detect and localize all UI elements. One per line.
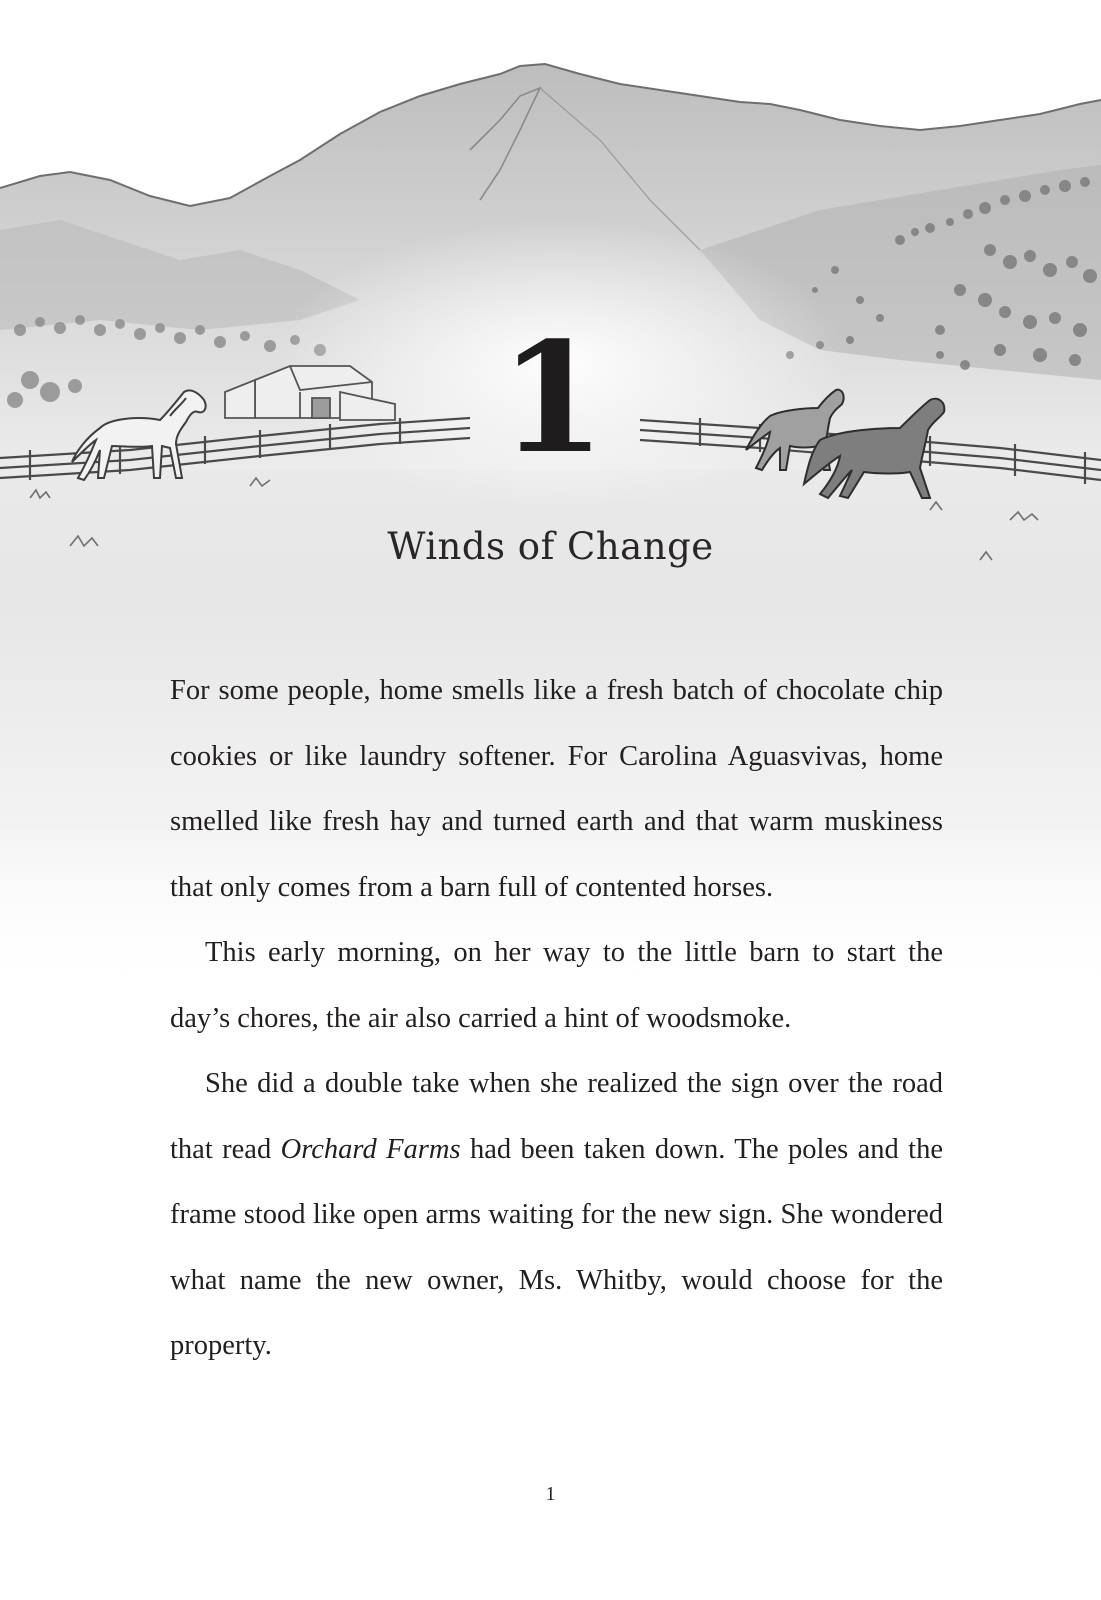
chapter-body xyxy=(170,658,943,1379)
page-number: 1 xyxy=(545,1483,556,1505)
chapter-title: Winds of Change xyxy=(387,525,714,568)
paragraph: This early morning, on her way to the little barn to start the day’s chores, the air also carried a hint of woodsmoke. xyxy=(170,937,943,1034)
paragraph xyxy=(170,1051,943,1379)
paragraph-text: had been taken down. The poles and the frame stood like open arms waiting for the new sign. She wondered what name the new owner, Ms. Whitby, would choose for the property. xyxy=(170,1133,943,1361)
chapter-number: 1 xyxy=(499,308,602,487)
emphasized-sign-name: Orchard Farms xyxy=(280,1133,461,1165)
paragraph-text: She did a double take when she realized the sign over the road that read xyxy=(170,1068,943,1165)
paragraph: For some people, home smells like a fresh batch of chocolate chip cookies or like laundry softener. For Carolina Aguasvivas, home smelled like fresh hay and turned earth and that warm muskiness that only comes from a barn full of contented horses. xyxy=(170,675,943,903)
